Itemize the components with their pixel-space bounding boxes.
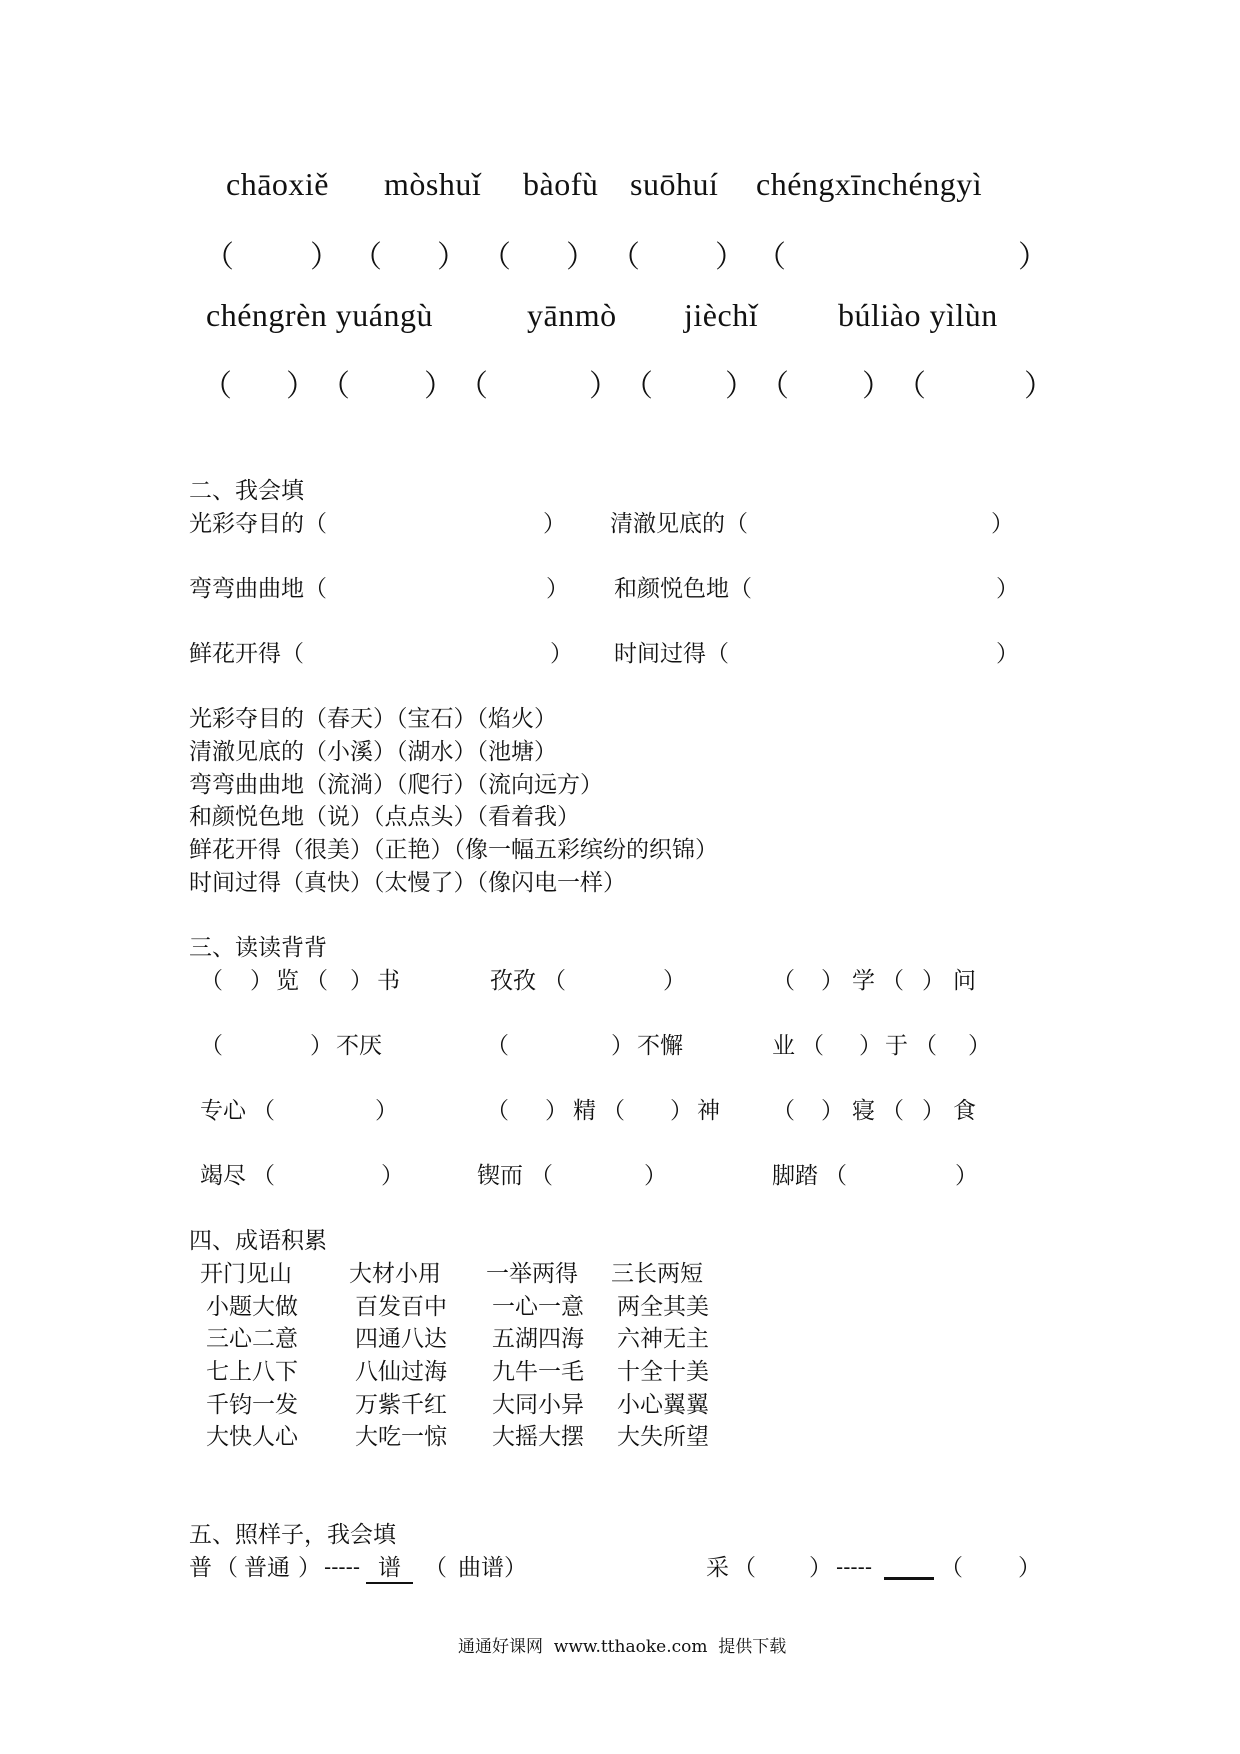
example-word: 普通 <box>244 1555 290 1581</box>
paren-open: （ <box>424 1555 447 1581</box>
paren-close: ） <box>381 1163 404 1189</box>
idiom: 一举两得 <box>486 1261 578 1287</box>
idiom: 八仙过海 <box>355 1359 447 1385</box>
question-char: 采 <box>706 1555 729 1581</box>
idiom: 五湖四海 <box>492 1326 584 1352</box>
paren-close: ） <box>968 1033 991 1059</box>
paren-close: ） <box>566 240 596 275</box>
answer-line: 鲜花开得（很美）（正艳）（像一幅五彩缤纷的织锦） <box>189 837 718 863</box>
paren-open: （ <box>801 1033 824 1059</box>
paren-open: （ <box>486 1033 509 1059</box>
paren-close: ） <box>589 369 619 404</box>
paren-open: （ <box>914 1033 937 1059</box>
pinyin-2: mòshuǐ <box>384 166 482 202</box>
paren-close: ） <box>1024 369 1054 404</box>
idiom: 两全其美 <box>617 1294 709 1320</box>
paren-close: ） <box>545 1098 568 1124</box>
example-word: 曲谱 <box>458 1555 504 1581</box>
idiom: 十全十美 <box>617 1359 709 1385</box>
idiom: 大吃一惊 <box>355 1424 447 1450</box>
paren-open: （ <box>252 1098 275 1124</box>
paren-open: （ <box>458 369 488 404</box>
pinyin-3: bàofù <box>523 166 599 202</box>
answer-line: 弯弯曲曲地（流淌）（爬行）（流向远方） <box>189 772 603 798</box>
paren-close: ） <box>991 511 1014 537</box>
idiom: 六神无主 <box>617 1326 709 1352</box>
paren-close: ） <box>644 1163 667 1189</box>
paren-close: ） <box>821 968 844 994</box>
section-5-title: 五、照样子，我会填 <box>189 1522 396 1548</box>
idiom: 千钧一发 <box>206 1392 298 1418</box>
recite-word: 神 <box>697 1098 720 1124</box>
paren-close: ） <box>715 240 745 275</box>
idiom: 万紫千红 <box>355 1392 447 1418</box>
paren-open: （ <box>352 240 382 275</box>
idiom: 三心二意 <box>206 1326 298 1352</box>
footer-text: 通通好课网 www.tthaoke.com 提供下载 <box>458 1637 787 1657</box>
recite-word: 览 <box>276 968 299 994</box>
idiom: 开门见山 <box>200 1261 292 1287</box>
pinyin-1: chāoxiě <box>226 166 329 202</box>
paren-close: ） <box>1018 1555 1041 1581</box>
recite-word: 竭尽 <box>200 1163 246 1189</box>
fill-item: 清澈见底的（ <box>610 511 748 537</box>
recite-word: 学 <box>852 968 875 994</box>
answer-line: 时间过得（真快）（太慢了）（像闪电一样） <box>189 870 626 896</box>
section-4-title: 四、成语积累 <box>189 1228 327 1254</box>
example-char: 普 <box>189 1555 212 1581</box>
paren-open: （ <box>204 240 234 275</box>
paren-close: ） <box>922 968 945 994</box>
paren-open: （ <box>320 369 350 404</box>
paren-close: ） <box>550 641 573 667</box>
paren-open: （ <box>772 1098 795 1124</box>
paren-close: ） <box>298 1555 321 1581</box>
section-2-title: 二、我会填 <box>189 478 304 504</box>
paren-open: （ <box>881 968 904 994</box>
recite-word: 书 <box>377 968 400 994</box>
paren-open: （ <box>824 1163 847 1189</box>
recite-word: 锲而 <box>477 1163 523 1189</box>
paren-close: ） <box>725 369 755 404</box>
paren-open: （ <box>759 369 789 404</box>
paren-close: ） <box>375 1098 398 1124</box>
idiom: 九牛一毛 <box>492 1359 584 1385</box>
recite-word: 问 <box>953 968 976 994</box>
dashes: ----- <box>836 1555 873 1579</box>
paren-close: ） <box>310 240 340 275</box>
pinyin-7: yānmò <box>527 297 617 333</box>
idiom: 大摇大摆 <box>492 1424 584 1450</box>
recite-word: 不懈 <box>637 1033 683 1059</box>
fill-item: 时间过得（ <box>614 641 729 667</box>
paren-open: （ <box>881 1098 904 1124</box>
idiom: 四通八达 <box>355 1326 447 1352</box>
pinyin-6: chéngrèn yuángù <box>206 297 433 333</box>
paren-open: （ <box>202 369 232 404</box>
answer-blank[interactable] <box>884 1577 934 1580</box>
paren-open: （ <box>305 968 328 994</box>
answer-line: 光彩夺目的（春天）（宝石）（焰火） <box>189 706 557 732</box>
recite-word: 食 <box>953 1098 976 1124</box>
paren-close: ） <box>286 369 316 404</box>
recite-word: 孜孜 <box>490 968 536 994</box>
answer-line: 清澈见底的（小溪）（湖水）（池塘） <box>189 739 557 765</box>
paren-open: （ <box>252 1163 275 1189</box>
fill-item: 弯弯曲曲地（ <box>189 576 327 602</box>
idiom: 大失所望 <box>617 1424 709 1450</box>
pinyin-5: chéngxīnchéngyì <box>756 166 983 202</box>
paren-open: （ <box>543 968 566 994</box>
recite-word: 寝 <box>852 1098 875 1124</box>
fill-item: 鲜花开得（ <box>189 641 304 667</box>
recite-word: 于 <box>885 1033 908 1059</box>
paren-close: ） <box>670 1098 693 1124</box>
dashes: ----- <box>324 1555 361 1579</box>
pinyin-8: jièchǐ <box>684 297 759 333</box>
recite-word: 精 <box>573 1098 596 1124</box>
paren-close: ） <box>504 1555 527 1581</box>
paren-open: （ <box>200 968 223 994</box>
paren-close: ） <box>611 1033 634 1059</box>
paren-open: （ <box>481 240 511 275</box>
paren-open: （ <box>896 369 926 404</box>
paren-close: ） <box>250 968 273 994</box>
paren-open: （ <box>486 1098 509 1124</box>
example-answer: 谱 <box>366 1557 413 1584</box>
answer-line: 和颜悦色地（说）（点点头）（看着我） <box>189 804 580 830</box>
section-3-title: 三、读读背背 <box>189 935 327 961</box>
paren-open: （ <box>623 369 653 404</box>
paren-close: ） <box>1018 240 1048 275</box>
idiom: 大快人心 <box>206 1424 298 1450</box>
paren-close: ） <box>821 1098 844 1124</box>
paren-close: ） <box>350 968 373 994</box>
paren-open: （ <box>772 968 795 994</box>
paren-close: ） <box>310 1033 333 1059</box>
recite-word: 不厌 <box>336 1033 382 1059</box>
paren-close: ） <box>859 1033 882 1059</box>
idiom: 小题大做 <box>206 1294 298 1320</box>
paren-close: ） <box>955 1163 978 1189</box>
pinyin-9: búliào yìlùn <box>838 297 998 333</box>
fill-item: 光彩夺目的（ <box>189 511 327 537</box>
paren-close: ） <box>663 968 686 994</box>
recite-word: 脚踏 <box>772 1163 818 1189</box>
paren-close: ） <box>543 511 566 537</box>
paren-open: （ <box>610 240 640 275</box>
paren-open: （ <box>200 1033 223 1059</box>
recite-word: 业 <box>772 1033 795 1059</box>
paren-close: ） <box>862 369 892 404</box>
paren-open: （ <box>215 1555 238 1581</box>
paren-open: （ <box>530 1163 553 1189</box>
idiom: 大材小用 <box>349 1261 441 1287</box>
paren-open: （ <box>602 1098 625 1124</box>
idiom: 一心一意 <box>492 1294 584 1320</box>
paren-close: ） <box>996 576 1019 602</box>
paren-close: ） <box>809 1555 832 1581</box>
paren-close: ） <box>424 369 454 404</box>
paren-close: ） <box>922 1098 945 1124</box>
pinyin-4: suōhuí <box>630 166 719 202</box>
idiom: 大同小异 <box>492 1392 584 1418</box>
idiom: 三长两短 <box>611 1261 703 1287</box>
paren-open: （ <box>733 1555 756 1581</box>
paren-open: （ <box>940 1555 963 1581</box>
paren-close: ） <box>996 641 1019 667</box>
idiom: 小心翼翼 <box>617 1392 709 1418</box>
paren-open: （ <box>756 240 786 275</box>
idiom: 百发百中 <box>355 1294 447 1320</box>
paren-close: ） <box>546 576 569 602</box>
idiom: 七上八下 <box>206 1359 298 1385</box>
recite-word: 专心 <box>200 1098 246 1124</box>
paren-close: ） <box>437 240 467 275</box>
fill-item: 和颜悦色地（ <box>614 576 752 602</box>
